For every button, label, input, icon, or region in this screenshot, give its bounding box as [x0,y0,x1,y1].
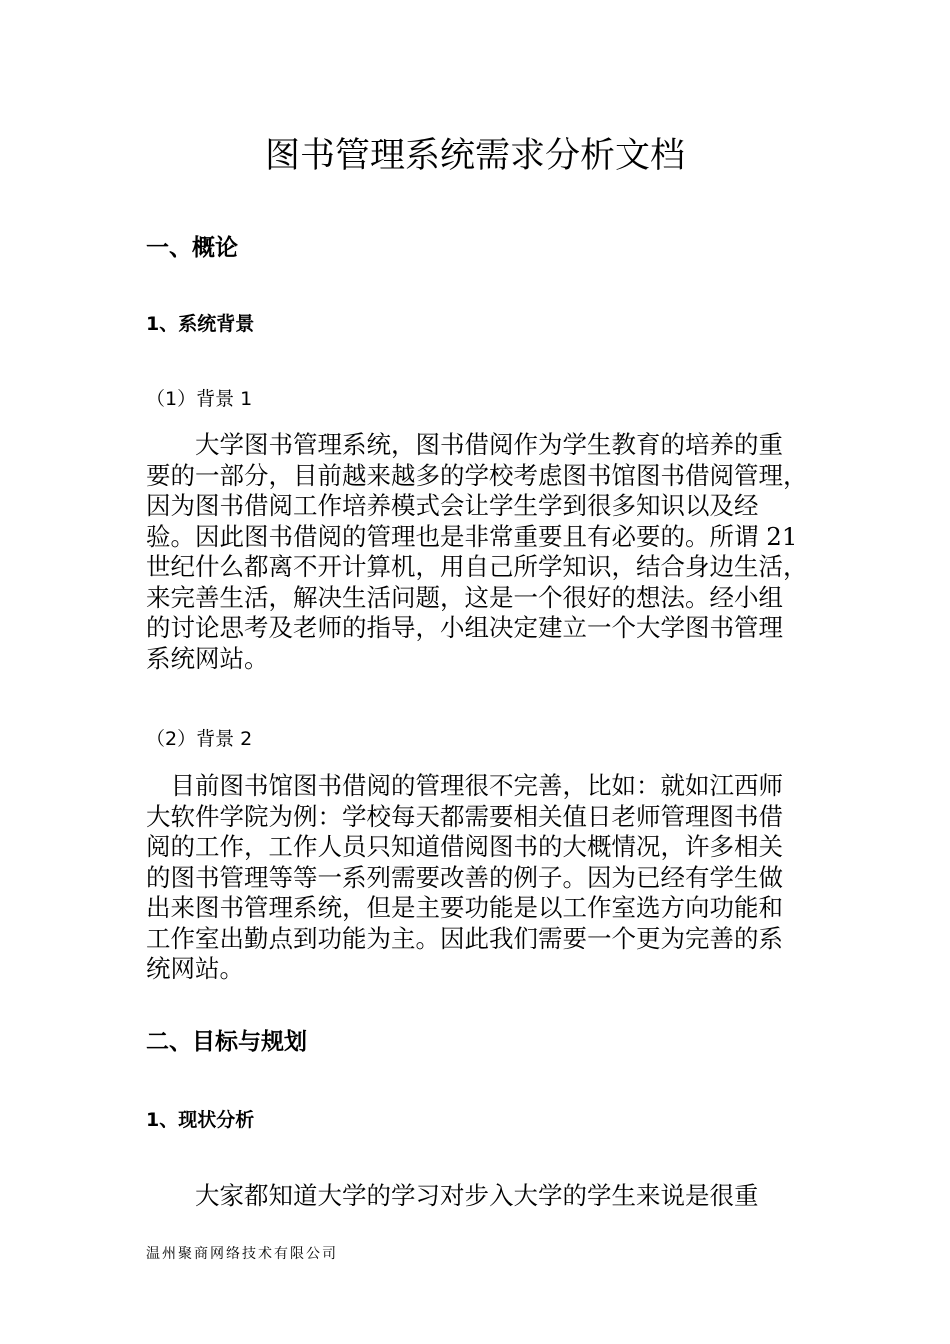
paragraph-line: 验。因此图书借阅的管理也是非常重要且有必要的。所谓 21 [146,521,798,551]
paragraph-line: 大学图书管理系统，图书借阅作为学生教育的培养的重 [146,430,783,459]
paragraph-line: 出来图书管理系统，但是主要功能是以工作室选方向功能和 [146,893,783,922]
paragraph-line: 世纪什么都离不开计算机，用自己所学知识，结合身边生活， [146,552,808,581]
paragraph-line: 因为图书借阅工作培养模式会让学生学到很多知识以及经 [146,491,759,520]
background-1-paragraph [146,430,810,674]
document-title: 图书管理系统需求分析文档 [264,136,685,176]
paragraph-line: 的讨论思考及老师的指导，小组决定建立一个大学图书管理 [146,613,783,642]
section-heading-goals-and-planning: 二、目标与规划 [146,1029,307,1055]
paragraph-line: 来完善生活，解决生活问题，这是一个很好的想法。经小组 [146,582,783,612]
paragraph-line: 统网站。 [146,954,244,983]
background-1-heading: （1）背景 1 [146,388,253,410]
status-analysis-paragraph [146,1181,810,1212]
paragraph-line: 的图书管理等等一系列需要改善的例子。因为已经有学生做 [146,862,783,892]
background-2-paragraph [146,771,810,985]
subsection-heading-system-background: 1、系统背景 [146,313,255,335]
background-2-heading: （2）背景 2 [146,728,253,750]
section-heading-overview: 一、概论 [146,235,238,261]
subsection-heading-status-analysis: 1、现状分析 [146,1109,255,1131]
paragraph-line: 要的一部分，目前越来越多的学校考虑图书馆图书借阅管理， [146,460,808,490]
paragraph-line: 大软件学院为例：学校每天都需要相关值日老师管理图书借 [146,801,783,831]
page-footer-company: 温州聚商网络技术有限公司 [146,1246,338,1262]
paragraph-line: 系统网站。 [146,643,269,673]
paragraph-line: 大家都知道大学的学习对步入大学的学生来说是很重 [146,1181,759,1210]
paragraph-line: 目前图书馆图书借阅的管理很不完善，比如：就如江西师 [146,771,783,800]
paragraph-line: 工作室出勤点到功能为主。因此我们需要一个更为完善的系 [146,923,783,953]
paragraph-line: 阅的工作，工作人员只知道借阅图书的大概情况，许多相关 [146,832,783,861]
